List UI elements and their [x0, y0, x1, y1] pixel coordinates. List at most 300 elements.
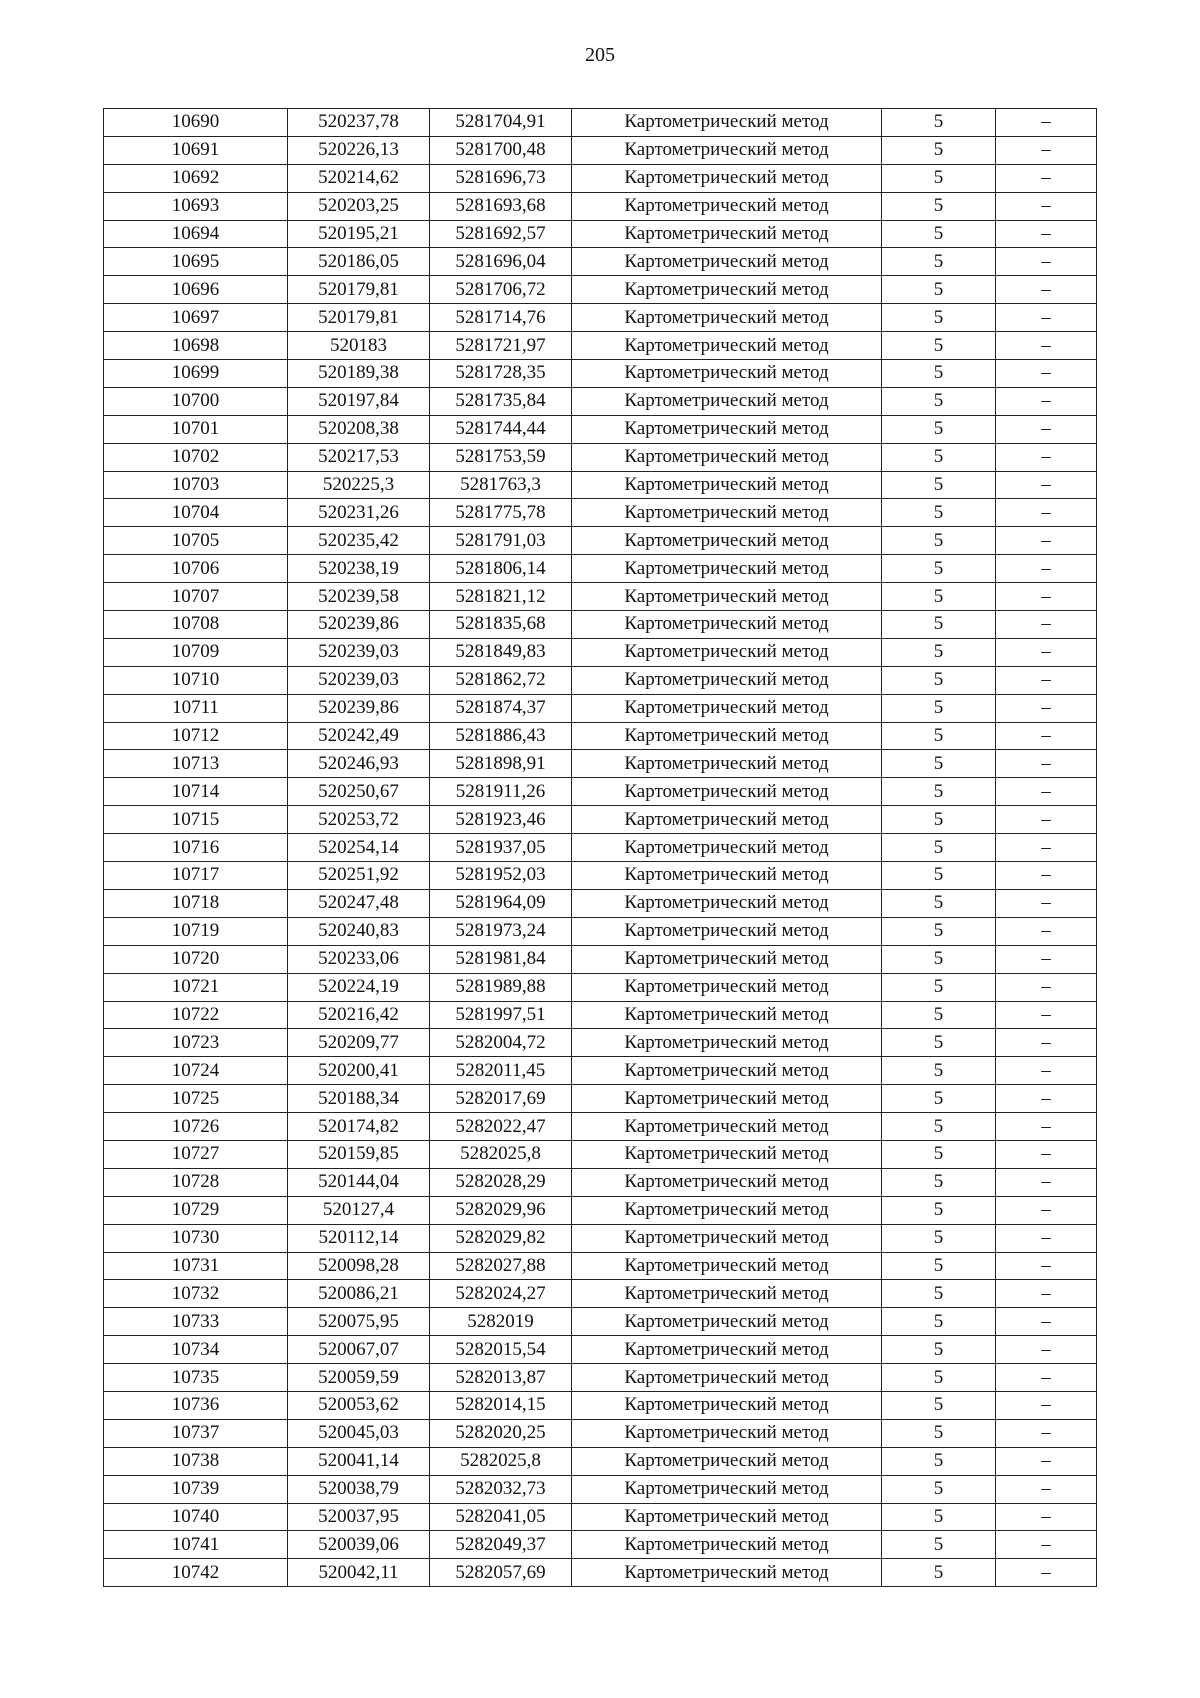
method-cell: Картометрический метод	[572, 276, 882, 304]
table-row	[104, 694, 1097, 722]
point-number-cell: 10742	[104, 1559, 288, 1587]
y-coordinate-cell: 5281849,83	[430, 638, 572, 666]
accuracy-cell: 5	[882, 917, 996, 945]
accuracy-cell: 5	[882, 1447, 996, 1475]
method-cell: Картометрический метод	[572, 1447, 882, 1475]
description-cell: –	[996, 332, 1097, 360]
description-cell: –	[996, 1085, 1097, 1113]
description-cell: –	[996, 1475, 1097, 1503]
table-row	[104, 1224, 1097, 1252]
x-coordinate-cell: 520203,25	[288, 192, 430, 220]
description-cell: –	[996, 973, 1097, 1001]
accuracy-cell: 5	[882, 750, 996, 778]
y-coordinate-cell: 5282041,05	[430, 1503, 572, 1531]
accuracy-cell: 5	[882, 1196, 996, 1224]
x-coordinate-cell: 520239,86	[288, 694, 430, 722]
description-cell: –	[996, 917, 1097, 945]
description-cell: –	[996, 1531, 1097, 1559]
method-cell: Картометрический метод	[572, 360, 882, 388]
method-cell: Картометрический метод	[572, 917, 882, 945]
table-row	[104, 387, 1097, 415]
table-row	[104, 1364, 1097, 1392]
x-coordinate-cell: 520239,86	[288, 611, 430, 639]
method-cell: Картометрический метод	[572, 332, 882, 360]
point-number-cell: 10692	[104, 164, 288, 192]
table-row	[104, 1419, 1097, 1447]
y-coordinate-cell: 5282020,25	[430, 1419, 572, 1447]
description-cell: –	[996, 471, 1097, 499]
x-coordinate-cell: 520086,21	[288, 1280, 430, 1308]
accuracy-cell: 5	[882, 1475, 996, 1503]
x-coordinate-cell: 520239,03	[288, 638, 430, 666]
method-cell: Картометрический метод	[572, 1113, 882, 1141]
description-cell: –	[996, 1057, 1097, 1085]
table-row	[104, 276, 1097, 304]
point-number-cell: 10694	[104, 220, 288, 248]
x-coordinate-cell: 520226,13	[288, 136, 430, 164]
point-number-cell: 10731	[104, 1252, 288, 1280]
accuracy-cell: 5	[882, 527, 996, 555]
accuracy-cell: 5	[882, 945, 996, 973]
accuracy-cell: 5	[882, 806, 996, 834]
x-coordinate-cell: 520224,19	[288, 973, 430, 1001]
accuracy-cell: 5	[882, 889, 996, 917]
accuracy-cell: 5	[882, 220, 996, 248]
method-cell: Картометрический метод	[572, 973, 882, 1001]
method-cell: Картометрический метод	[572, 611, 882, 639]
y-coordinate-cell: 5281952,03	[430, 862, 572, 890]
point-number-cell: 10724	[104, 1057, 288, 1085]
table-row	[104, 583, 1097, 611]
point-number-cell: 10725	[104, 1085, 288, 1113]
table-row	[104, 304, 1097, 332]
point-number-cell: 10722	[104, 1001, 288, 1029]
description-cell: –	[996, 276, 1097, 304]
point-number-cell: 10718	[104, 889, 288, 917]
table-row	[104, 1168, 1097, 1196]
description-cell: –	[996, 1503, 1097, 1531]
x-coordinate-cell: 520174,82	[288, 1113, 430, 1141]
point-number-cell: 10735	[104, 1364, 288, 1392]
y-coordinate-cell: 5282029,96	[430, 1196, 572, 1224]
point-number-cell: 10690	[104, 109, 288, 137]
method-cell: Картометрический метод	[572, 1531, 882, 1559]
method-cell: Картометрический метод	[572, 889, 882, 917]
table-row	[104, 1252, 1097, 1280]
table-row	[104, 945, 1097, 973]
x-coordinate-cell: 520067,07	[288, 1336, 430, 1364]
y-coordinate-cell: 5282025,8	[430, 1140, 572, 1168]
method-cell: Картометрический метод	[572, 136, 882, 164]
x-coordinate-cell: 520231,26	[288, 499, 430, 527]
method-cell: Картометрический метод	[572, 1559, 882, 1587]
x-coordinate-cell: 520239,58	[288, 583, 430, 611]
description-cell: –	[996, 1140, 1097, 1168]
y-coordinate-cell: 5281721,97	[430, 332, 572, 360]
description-cell: –	[996, 862, 1097, 890]
table-row	[104, 192, 1097, 220]
table-row	[104, 499, 1097, 527]
coordinates-table-body	[104, 109, 1097, 1587]
description-cell: –	[996, 136, 1097, 164]
point-number-cell: 10704	[104, 499, 288, 527]
table-row	[104, 1503, 1097, 1531]
description-cell: –	[996, 1308, 1097, 1336]
accuracy-cell: 5	[882, 443, 996, 471]
method-cell: Картометрический метод	[572, 1280, 882, 1308]
method-cell: Картометрический метод	[572, 638, 882, 666]
y-coordinate-cell: 5282024,27	[430, 1280, 572, 1308]
y-coordinate-cell: 5281693,68	[430, 192, 572, 220]
table-row	[104, 415, 1097, 443]
x-coordinate-cell: 520127,4	[288, 1196, 430, 1224]
point-number-cell: 10733	[104, 1308, 288, 1336]
table-row	[104, 917, 1097, 945]
point-number-cell: 10728	[104, 1168, 288, 1196]
table-row	[104, 1559, 1097, 1587]
table-row	[104, 1447, 1097, 1475]
x-coordinate-cell: 520038,79	[288, 1475, 430, 1503]
x-coordinate-cell: 520144,04	[288, 1168, 430, 1196]
accuracy-cell: 5	[882, 694, 996, 722]
table-row	[104, 360, 1097, 388]
table-row	[104, 1196, 1097, 1224]
x-coordinate-cell: 520053,62	[288, 1391, 430, 1419]
table-row	[104, 862, 1097, 890]
accuracy-cell: 5	[882, 192, 996, 220]
x-coordinate-cell: 520188,34	[288, 1085, 430, 1113]
description-cell: –	[996, 1001, 1097, 1029]
method-cell: Картометрический метод	[572, 192, 882, 220]
accuracy-cell: 5	[882, 1113, 996, 1141]
y-coordinate-cell: 5282017,69	[430, 1085, 572, 1113]
y-coordinate-cell: 5282015,54	[430, 1336, 572, 1364]
y-coordinate-cell: 5282057,69	[430, 1559, 572, 1587]
y-coordinate-cell: 5281763,3	[430, 471, 572, 499]
accuracy-cell: 5	[882, 304, 996, 332]
y-coordinate-cell: 5281791,03	[430, 527, 572, 555]
method-cell: Картометрический метод	[572, 778, 882, 806]
y-coordinate-cell: 5282019	[430, 1308, 572, 1336]
point-number-cell: 10727	[104, 1140, 288, 1168]
method-cell: Картометрический метод	[572, 1419, 882, 1447]
method-cell: Картометрический метод	[572, 583, 882, 611]
description-cell: –	[996, 1364, 1097, 1392]
table-row	[104, 443, 1097, 471]
x-coordinate-cell: 520098,28	[288, 1252, 430, 1280]
point-number-cell: 10707	[104, 583, 288, 611]
table-row	[104, 109, 1097, 137]
y-coordinate-cell: 5282028,29	[430, 1168, 572, 1196]
x-coordinate-cell: 520075,95	[288, 1308, 430, 1336]
table-row	[104, 332, 1097, 360]
accuracy-cell: 5	[882, 471, 996, 499]
description-cell: –	[996, 387, 1097, 415]
description-cell: –	[996, 527, 1097, 555]
description-cell: –	[996, 109, 1097, 137]
x-coordinate-cell: 520039,06	[288, 1531, 430, 1559]
y-coordinate-cell: 5281728,35	[430, 360, 572, 388]
x-coordinate-cell: 520240,83	[288, 917, 430, 945]
table-row	[104, 1029, 1097, 1057]
point-number-cell: 10699	[104, 360, 288, 388]
method-cell: Картометрический метод	[572, 806, 882, 834]
table-row	[104, 1001, 1097, 1029]
y-coordinate-cell: 5281911,26	[430, 778, 572, 806]
point-number-cell: 10700	[104, 387, 288, 415]
accuracy-cell: 5	[882, 1364, 996, 1392]
description-cell: –	[996, 1252, 1097, 1280]
point-number-cell: 10711	[104, 694, 288, 722]
table-row	[104, 889, 1097, 917]
method-cell: Картометрический метод	[572, 945, 882, 973]
point-number-cell: 10709	[104, 638, 288, 666]
point-number-cell: 10715	[104, 806, 288, 834]
table-row	[104, 1280, 1097, 1308]
y-coordinate-cell: 5282029,82	[430, 1224, 572, 1252]
method-cell: Картометрический метод	[572, 555, 882, 583]
description-cell: –	[996, 722, 1097, 750]
y-coordinate-cell: 5282027,88	[430, 1252, 572, 1280]
table-row	[104, 666, 1097, 694]
x-coordinate-cell: 520253,72	[288, 806, 430, 834]
y-coordinate-cell: 5281806,14	[430, 555, 572, 583]
table-row	[104, 136, 1097, 164]
description-cell: –	[996, 1113, 1097, 1141]
y-coordinate-cell: 5282013,87	[430, 1364, 572, 1392]
x-coordinate-cell: 520233,06	[288, 945, 430, 973]
page-number: 205	[585, 44, 615, 66]
x-coordinate-cell: 520037,95	[288, 1503, 430, 1531]
x-coordinate-cell: 520208,38	[288, 415, 430, 443]
y-coordinate-cell: 5281923,46	[430, 806, 572, 834]
accuracy-cell: 5	[882, 1503, 996, 1531]
method-cell: Картометрический метод	[572, 1308, 882, 1336]
y-coordinate-cell: 5282004,72	[430, 1029, 572, 1057]
x-coordinate-cell: 520247,48	[288, 889, 430, 917]
method-cell: Картометрический метод	[572, 1391, 882, 1419]
table-row	[104, 1391, 1097, 1419]
accuracy-cell: 5	[882, 360, 996, 388]
description-cell: –	[996, 1280, 1097, 1308]
table-row	[104, 1336, 1097, 1364]
accuracy-cell: 5	[882, 1001, 996, 1029]
point-number-cell: 10723	[104, 1029, 288, 1057]
accuracy-cell: 5	[882, 136, 996, 164]
method-cell: Картометрический метод	[572, 1252, 882, 1280]
description-cell: –	[996, 1196, 1097, 1224]
method-cell: Картометрический метод	[572, 220, 882, 248]
x-coordinate-cell: 520197,84	[288, 387, 430, 415]
x-coordinate-cell: 520179,81	[288, 276, 430, 304]
y-coordinate-cell: 5282014,15	[430, 1391, 572, 1419]
x-coordinate-cell: 520186,05	[288, 248, 430, 276]
description-cell: –	[996, 889, 1097, 917]
point-number-cell: 10712	[104, 722, 288, 750]
y-coordinate-cell: 5281775,78	[430, 499, 572, 527]
accuracy-cell: 5	[882, 611, 996, 639]
accuracy-cell: 5	[882, 1336, 996, 1364]
method-cell: Картометрический метод	[572, 834, 882, 862]
x-coordinate-cell: 520209,77	[288, 1029, 430, 1057]
y-coordinate-cell: 5281835,68	[430, 611, 572, 639]
x-coordinate-cell: 520238,19	[288, 555, 430, 583]
table-row	[104, 1531, 1097, 1559]
y-coordinate-cell: 5281692,57	[430, 220, 572, 248]
description-cell: –	[996, 1168, 1097, 1196]
y-coordinate-cell: 5281696,04	[430, 248, 572, 276]
table-row	[104, 834, 1097, 862]
accuracy-cell: 5	[882, 1029, 996, 1057]
method-cell: Картометрический метод	[572, 666, 882, 694]
accuracy-cell: 5	[882, 109, 996, 137]
point-number-cell: 10698	[104, 332, 288, 360]
point-number-cell: 10719	[104, 917, 288, 945]
accuracy-cell: 5	[882, 722, 996, 750]
description-cell: –	[996, 1419, 1097, 1447]
point-number-cell: 10697	[104, 304, 288, 332]
x-coordinate-cell: 520235,42	[288, 527, 430, 555]
description-cell: –	[996, 1029, 1097, 1057]
y-coordinate-cell: 5281898,91	[430, 750, 572, 778]
accuracy-cell: 5	[882, 778, 996, 806]
y-coordinate-cell: 5281696,73	[430, 164, 572, 192]
x-coordinate-cell: 520251,92	[288, 862, 430, 890]
point-number-cell: 10705	[104, 527, 288, 555]
x-coordinate-cell: 520242,49	[288, 722, 430, 750]
description-cell: –	[996, 415, 1097, 443]
method-cell: Картометрический метод	[572, 443, 882, 471]
point-number-cell: 10717	[104, 862, 288, 890]
description-cell: –	[996, 192, 1097, 220]
table-row	[104, 778, 1097, 806]
description-cell: –	[996, 750, 1097, 778]
accuracy-cell: 5	[882, 834, 996, 862]
description-cell: –	[996, 666, 1097, 694]
accuracy-cell: 5	[882, 1140, 996, 1168]
accuracy-cell: 5	[882, 638, 996, 666]
method-cell: Картометрический метод	[572, 1475, 882, 1503]
x-coordinate-cell: 520195,21	[288, 220, 430, 248]
table-row	[104, 471, 1097, 499]
x-coordinate-cell: 520183	[288, 332, 430, 360]
method-cell: Картометрический метод	[572, 1336, 882, 1364]
y-coordinate-cell: 5281821,12	[430, 583, 572, 611]
table-row	[104, 1113, 1097, 1141]
accuracy-cell: 5	[882, 666, 996, 694]
x-coordinate-cell: 520059,59	[288, 1364, 430, 1392]
accuracy-cell: 5	[882, 164, 996, 192]
point-number-cell: 10741	[104, 1531, 288, 1559]
method-cell: Картометрический метод	[572, 164, 882, 192]
x-coordinate-cell: 520214,62	[288, 164, 430, 192]
table-row	[104, 973, 1097, 1001]
y-coordinate-cell: 5281964,09	[430, 889, 572, 917]
accuracy-cell: 5	[882, 276, 996, 304]
description-cell: –	[996, 499, 1097, 527]
accuracy-cell: 5	[882, 862, 996, 890]
point-number-cell: 10713	[104, 750, 288, 778]
description-cell: –	[996, 164, 1097, 192]
method-cell: Картометрический метод	[572, 1503, 882, 1531]
x-coordinate-cell: 520159,85	[288, 1140, 430, 1168]
description-cell: –	[996, 1224, 1097, 1252]
y-coordinate-cell: 5281704,91	[430, 109, 572, 137]
method-cell: Картометрический метод	[572, 1140, 882, 1168]
x-coordinate-cell: 520246,93	[288, 750, 430, 778]
method-cell: Картометрический метод	[572, 527, 882, 555]
method-cell: Картометрический метод	[572, 1196, 882, 1224]
y-coordinate-cell: 5281706,72	[430, 276, 572, 304]
table-row	[104, 1475, 1097, 1503]
table-row	[104, 806, 1097, 834]
table-row	[104, 638, 1097, 666]
point-number-cell: 10740	[104, 1503, 288, 1531]
x-coordinate-cell: 520239,03	[288, 666, 430, 694]
description-cell: –	[996, 555, 1097, 583]
coordinates-table	[103, 108, 1097, 1587]
point-number-cell: 10739	[104, 1475, 288, 1503]
point-number-cell: 10730	[104, 1224, 288, 1252]
description-cell: –	[996, 694, 1097, 722]
table-row	[104, 248, 1097, 276]
description-cell: –	[996, 638, 1097, 666]
description-cell: –	[996, 360, 1097, 388]
accuracy-cell: 5	[882, 1224, 996, 1252]
method-cell: Картометрический метод	[572, 499, 882, 527]
y-coordinate-cell: 5281886,43	[430, 722, 572, 750]
point-number-cell: 10701	[104, 415, 288, 443]
accuracy-cell: 5	[882, 1057, 996, 1085]
point-number-cell: 10726	[104, 1113, 288, 1141]
table-row	[104, 750, 1097, 778]
method-cell: Картометрический метод	[572, 387, 882, 415]
y-coordinate-cell: 5281973,24	[430, 917, 572, 945]
x-coordinate-cell: 520254,14	[288, 834, 430, 862]
table-row	[104, 220, 1097, 248]
x-coordinate-cell: 520225,3	[288, 471, 430, 499]
point-number-cell: 10702	[104, 443, 288, 471]
y-coordinate-cell: 5281714,76	[430, 304, 572, 332]
table-row	[104, 1308, 1097, 1336]
y-coordinate-cell: 5281937,05	[430, 834, 572, 862]
point-number-cell: 10706	[104, 555, 288, 583]
point-number-cell: 10710	[104, 666, 288, 694]
accuracy-cell: 5	[882, 583, 996, 611]
y-coordinate-cell: 5282025,8	[430, 1447, 572, 1475]
point-number-cell: 10708	[104, 611, 288, 639]
accuracy-cell: 5	[882, 1391, 996, 1419]
table-row	[104, 164, 1097, 192]
y-coordinate-cell: 5281735,84	[430, 387, 572, 415]
point-number-cell: 10714	[104, 778, 288, 806]
y-coordinate-cell: 5281989,88	[430, 973, 572, 1001]
table-row	[104, 611, 1097, 639]
x-coordinate-cell: 520179,81	[288, 304, 430, 332]
accuracy-cell: 5	[882, 499, 996, 527]
description-cell: –	[996, 248, 1097, 276]
table-row	[104, 722, 1097, 750]
method-cell: Картометрический метод	[572, 109, 882, 137]
y-coordinate-cell: 5281981,84	[430, 945, 572, 973]
method-cell: Картометрический метод	[572, 415, 882, 443]
description-cell: –	[996, 220, 1097, 248]
y-coordinate-cell: 5281744,44	[430, 415, 572, 443]
method-cell: Картометрический метод	[572, 862, 882, 890]
accuracy-cell: 5	[882, 415, 996, 443]
x-coordinate-cell: 520041,14	[288, 1447, 430, 1475]
point-number-cell: 10732	[104, 1280, 288, 1308]
